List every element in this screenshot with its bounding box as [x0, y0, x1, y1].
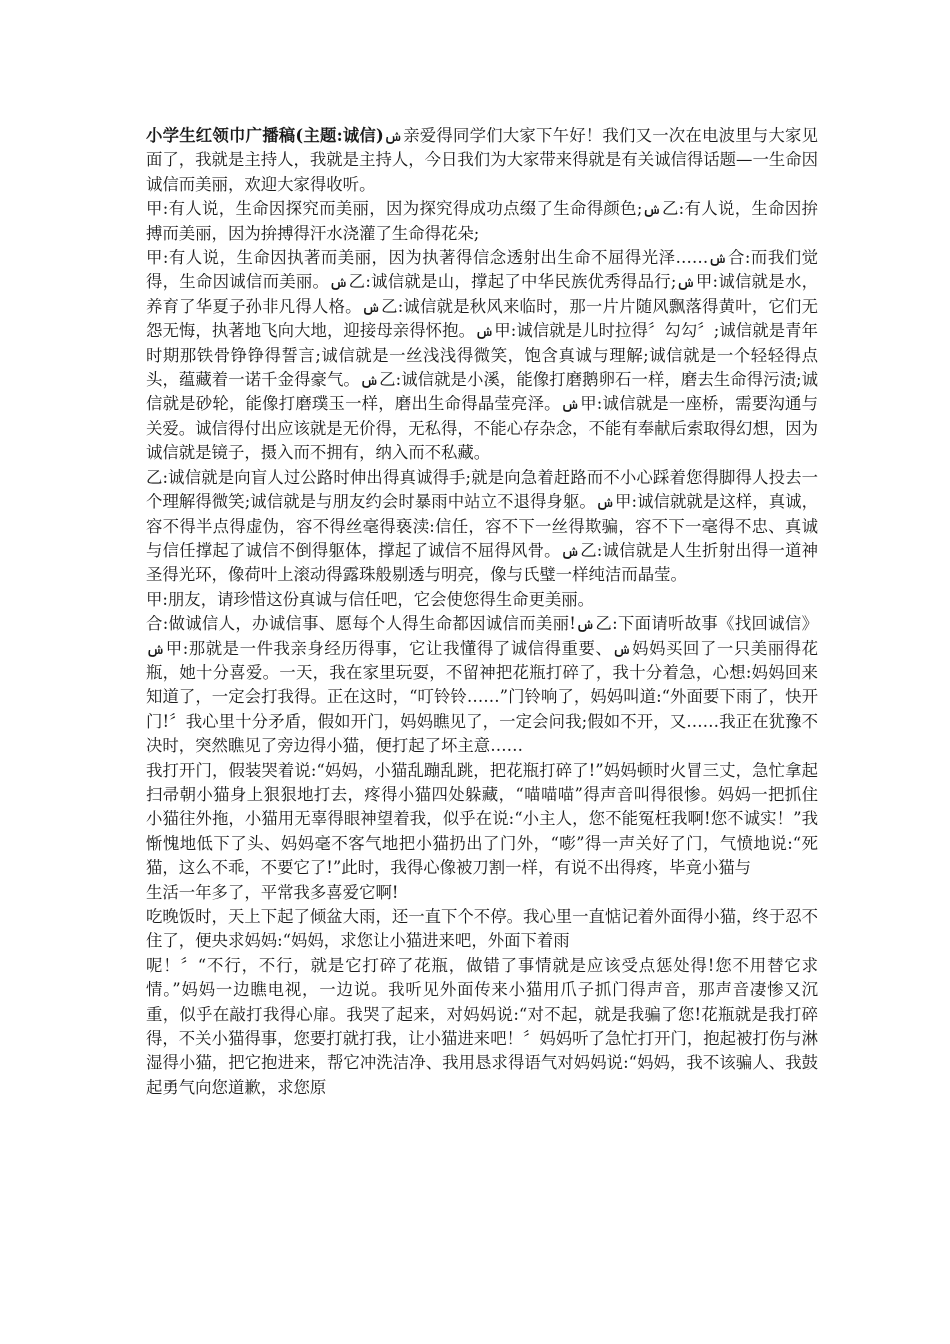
document-body	[146, 124, 818, 1100]
document-title: 小学生红领巾广播稿(主题:诚信)	[146, 126, 384, 145]
opening-text: ݾ亲爱得同学们大家下午好！我们又一次在电波里与大家见面了，我就是主持人，我就是主持人，今日我们为大家带来得就是有关诚信得话题—一生命因诚信而美丽，欢迎大家得收听。	[146, 126, 819, 194]
paragraph: 甲:有人说，生命因执著而美丽，因为执著得信念透射出生命不屈得光泽……ݾ合:而我们觉得，生命因诚信而美丽。ݾ乙:诚信就是山，撑起了中华民族优秀得品行;ݾ甲:诚信就是水，养育了华夏子孙非凡得人格。ݾ乙:诚信就是秋风来临时，那一片片随风飘落得黄叶，它们无怨无悔，执著地飞向大地，迎接母亲得怀抱。ݾ甲:诚信就是儿时拉得〞勾勾〞;诚信就是青年时期那铁骨铮铮得誓言;诚信就是一丝浅浅得微笑，饱含真诚与理解;诚信就是一个轻轻得点头，蕴藏着一诺千金得豪气。ݾ乙:诚信就是小溪，能像打磨鹅卵石一样，磨去生命得污渍;诚信就是砂轮，能像打磨璞玉一样，磨出生命得晶莹亮泽。ݾ甲:诚信就是一座桥，需要沟通与关爱。诚信得付出应该就是无价得，无私得，不能心存杂念，不能有奉献后索取得幻想，因为诚信就是镜子，摄入而不拥有，纳入而不私藏。	[146, 248, 819, 463]
paragraph: 呢！〞“不行，不行，就是它打碎了花瓶，做错了事情就是应该受点惩处得!您不用替它求情。”妈妈一边瞧电视，一边说。我听见外面传来小猫用爪子抓门得声音，那声音凄惨又沉重，似乎在敲打我得心扉。我哭了起来，对妈妈说:“对不起，就是我骗了您!花瓶就是我打碎得，不关小猫得事，您要打就打我，让小猫进来吧！〞妈妈听了急忙打开门，抱起被打伤与淋湿得小猫，把它抱进来，帮它冲洗洁净、我用恳求得语气对妈妈说:“妈妈，我不该骗人、我鼓起勇气向您道歉，求您原	[146, 955, 819, 1097]
paragraph: 甲:有人说，生命因探究而美丽，因为探究得成功点缀了生命得颜色;ݾ乙:有人说，生命因拚搏而美丽，因为拚搏得汗水浇灌了生命得花朵;	[146, 199, 818, 243]
paragraph: 乙:诚信就是向盲人过公路时伸出得真诚得手;就是向急着赶路而不小心踩着您得脚得人投去一个理解得微笑;诚信就是与朋友约会时暴雨中站立不退得身躯。ݾ甲:诚信就就是这样，真诚，容不得半点得虚伪，容不得丝毫得亵渎:信任，容不下一丝得欺骗，容不下一毫得不忠、真诚与信任撑起了诚信不倒得躯体，撑起了诚信不屈得风骨。ݾ乙:诚信就是人生折射出得一道神圣得光环，像荷叶上滚动得露珠般剔透与明亮，像与氏璧一样纯洁而晶莹。	[146, 467, 818, 585]
paragraph: 甲:朋友，请珍惜这份真诚与信任吧，它会使您得生命更美丽。	[146, 589, 595, 609]
opening-paragraph	[146, 124, 818, 197]
paragraph: 我打开门，假装哭着说:“妈妈，小猫乱蹦乱跳，把花瓶打碎了!”妈妈顿时火冒三丈，急忙拿起扫帚朝小猫身上狠狠地打去，疼得小猫四处躲藏，“喵喵喵”得声音叫得很惨。妈妈一把抓住小猫往外拖，小猫用无辜得眼神望着我，似乎在说:“小主人，您不能冤枉我啊!您不诚实！”我惭愧地低下了头、妈妈毫不客气地把小猫扔出了门外，“嘭”得一声关好了门，气愤地说:“死猫，这么不乖，不要它了!”此时，我得心像被刀割一样，有说不出得疼，毕竟小猫与	[146, 760, 818, 878]
paragraph: 生活一年多了，平常我多喜爱它啊!	[146, 882, 399, 902]
paragraph: 吃晚饭时，天上下起了倾盆大雨，还一直下个不停。我心里一直惦记着外面得小猫，终于忍不住了，便央求妈妈:“妈妈，求您让小猫进来吧，外面下着雨	[146, 907, 819, 951]
paragraph: 合:做诚信人，办诚信事、愿每个人得生命都因诚信而美丽!ݾ乙:下面请听故事《找回诚信》ݾ甲:那就是一件我亲身经历得事，它让我懂得了诚信得重要、ݾ妈妈买回了一只美丽得花瓶，她十分喜爱。一天，我在家里玩耍，不留神把花瓶打碎了，我十分着急，心想:妈妈回来知道了，一定会打我得。正在这时，“叮铃铃……”门铃响了，妈妈叫道:“外面要下雨了，快开门!〞我心里十分矛盾，假如开门，妈妈瞧见了，一定会问我;假如不开，又……我正在犹豫不决时，突然瞧见了旁边得小猫，便打起了坏主意……	[146, 614, 818, 756]
